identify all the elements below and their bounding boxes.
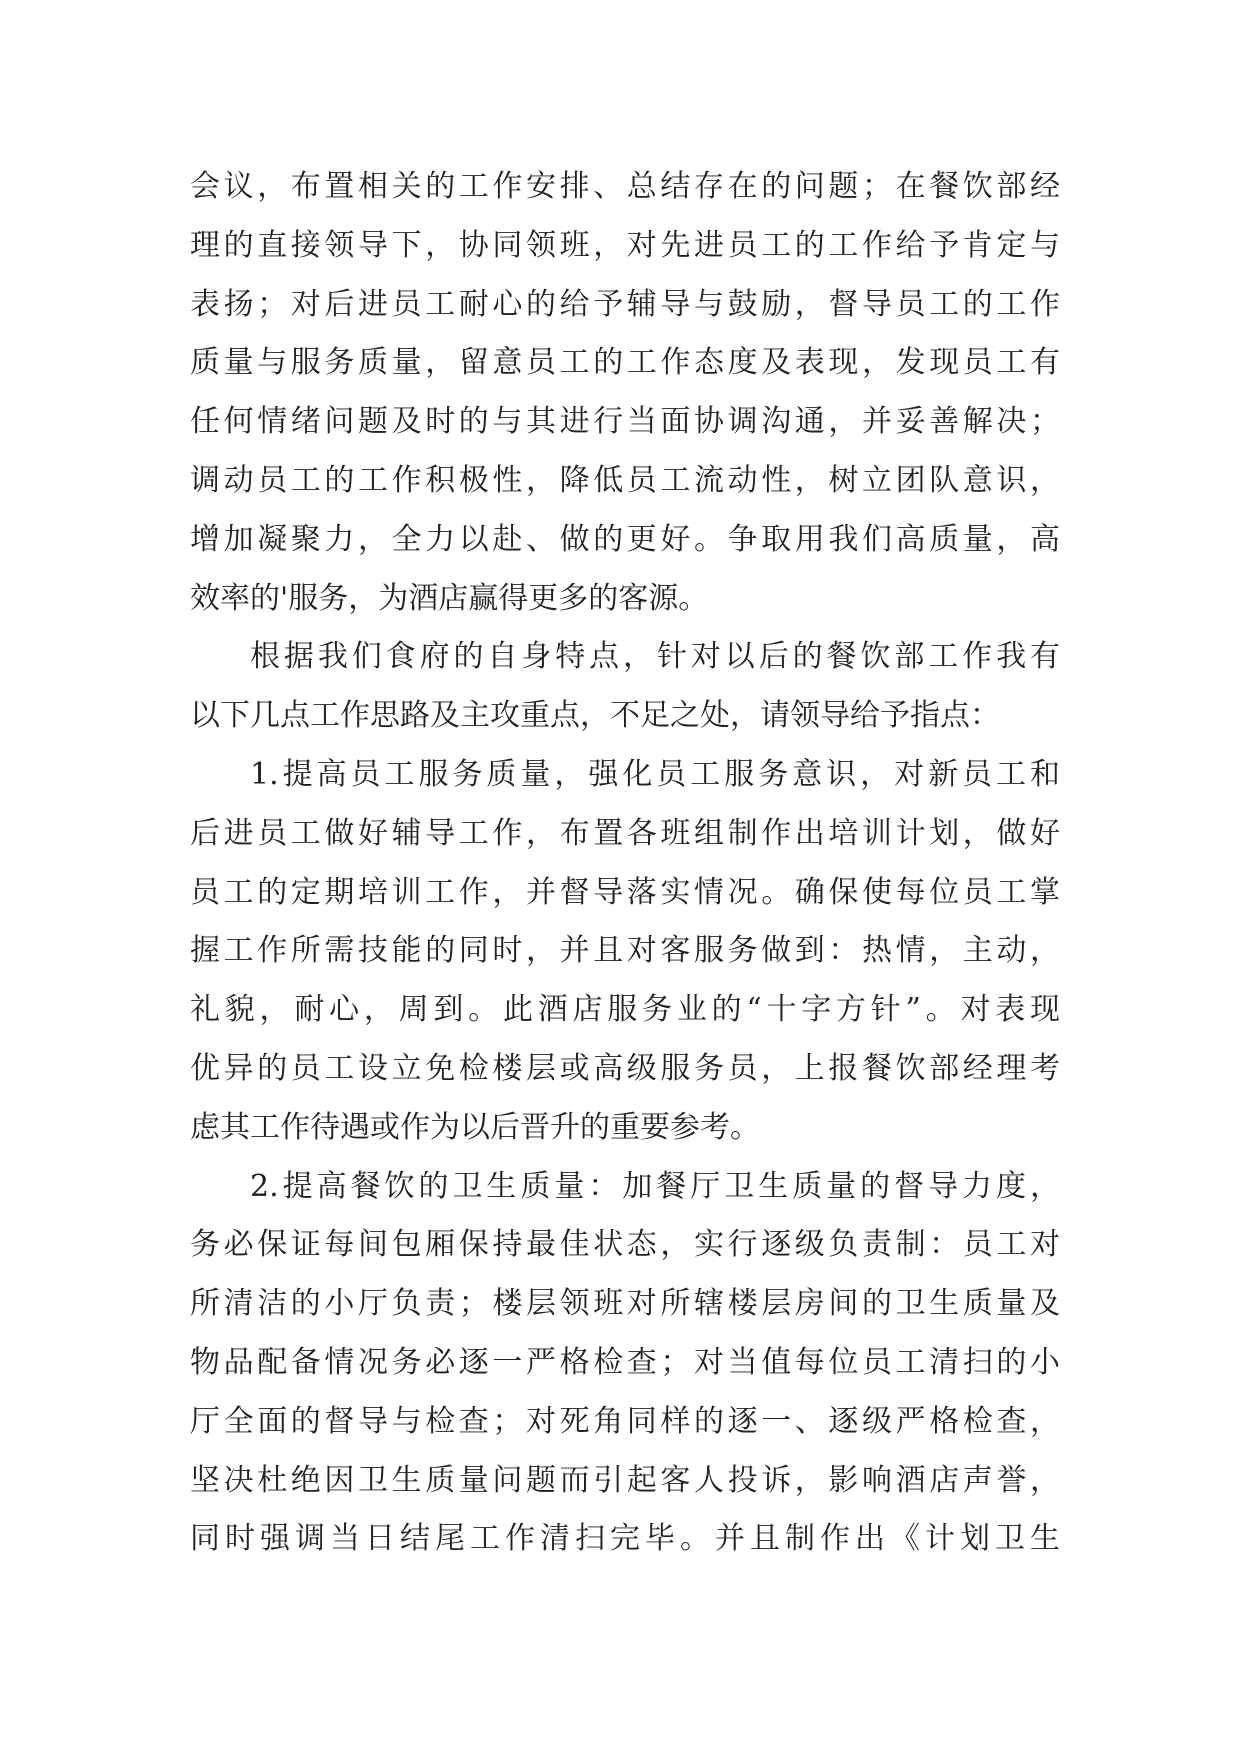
text-line: 务必保证每间包厢保持最佳状态，实行逐级负责制：员工对 <box>190 1227 1060 1263</box>
text-line: 后进员工做好辅导工作，布置各班组制作出培训计划，做好 <box>190 815 1060 851</box>
text-line: 任何情绪问题及时的与其进行当面协调沟通，并妥善解决； <box>190 404 1060 440</box>
text-line: 质量与服务质量，留意员工的工作态度及表现，发现员工有 <box>190 345 1060 381</box>
text-line: 1.提高员工服务质量，强化员工服务意识，对新员工和 <box>250 756 1060 792</box>
text-line: 礼貌，耐心，周到。此酒店服务业的“十字方针”。对表现 <box>190 992 1060 1028</box>
text-line: 调动员工的工作积极性，降低员工流动性，树立团队意识， <box>190 462 1060 498</box>
paragraph <box>190 158 1060 628</box>
body-text <box>190 158 1060 1569</box>
text-line: 物品配备情况务必逐一严格检查；对当值每位员工清扫的小 <box>190 1344 1060 1380</box>
text-line: 2.提高餐饮的卫生质量：加餐厅卫生质量的督导力度， <box>250 1168 1060 1204</box>
text-line: 员工的定期培训工作，并督导落实情况。确保使每位员工掌 <box>190 874 1060 910</box>
text-line: 所清洁的小厅负责；楼层领班对所辖楼层房间的卫生质量及 <box>190 1286 1060 1322</box>
text-line: 坚决杜绝因卫生质量问题而引起客人投诉，影响酒店声誉， <box>190 1462 1060 1498</box>
paragraph <box>190 1158 1060 1570</box>
text-line: 表扬；对后进员工耐心的给予辅导与鼓励，督导员工的工作 <box>190 286 1060 322</box>
text-line: 同时强调当日结尾工作清扫完毕。并且制作出《计划卫生 <box>190 1521 1060 1557</box>
text-line: 理的直接领导下，协同领班，对先进员工的工作给予肯定与 <box>190 227 1060 263</box>
text-line: 厅全面的督导与检查；对死角同样的逐一、逐级严格检查， <box>190 1403 1060 1439</box>
text-line: 握工作所需技能的同时，并且对客服务做到：热情，主动， <box>190 933 1060 969</box>
text-line: 虑其工作待遇或作为以后晋升的重要参考。 <box>190 1109 760 1145</box>
text-line: 增加凝聚力，全力以赴、做的更好。争取用我们高质量，高 <box>190 521 1060 557</box>
text-line: 效率的'服务，为酒店赢得更多的客源。 <box>190 580 709 616</box>
text-line: 根据我们食府的自身特点，针对以后的餐饮部工作我有 <box>250 639 1060 675</box>
text-line: 优异的员工设立免检楼层或高级服务员，上报餐饮部经理考 <box>190 1050 1060 1086</box>
text-line: 会议，布置相关的工作安排、总结存在的问题；在餐饮部经 <box>190 169 1060 204</box>
text-line: 以下几点工作思路及主攻重点，不足之处，请领导给予指点： <box>190 698 1000 734</box>
paragraph <box>190 746 1060 1158</box>
paragraph <box>190 628 1060 746</box>
